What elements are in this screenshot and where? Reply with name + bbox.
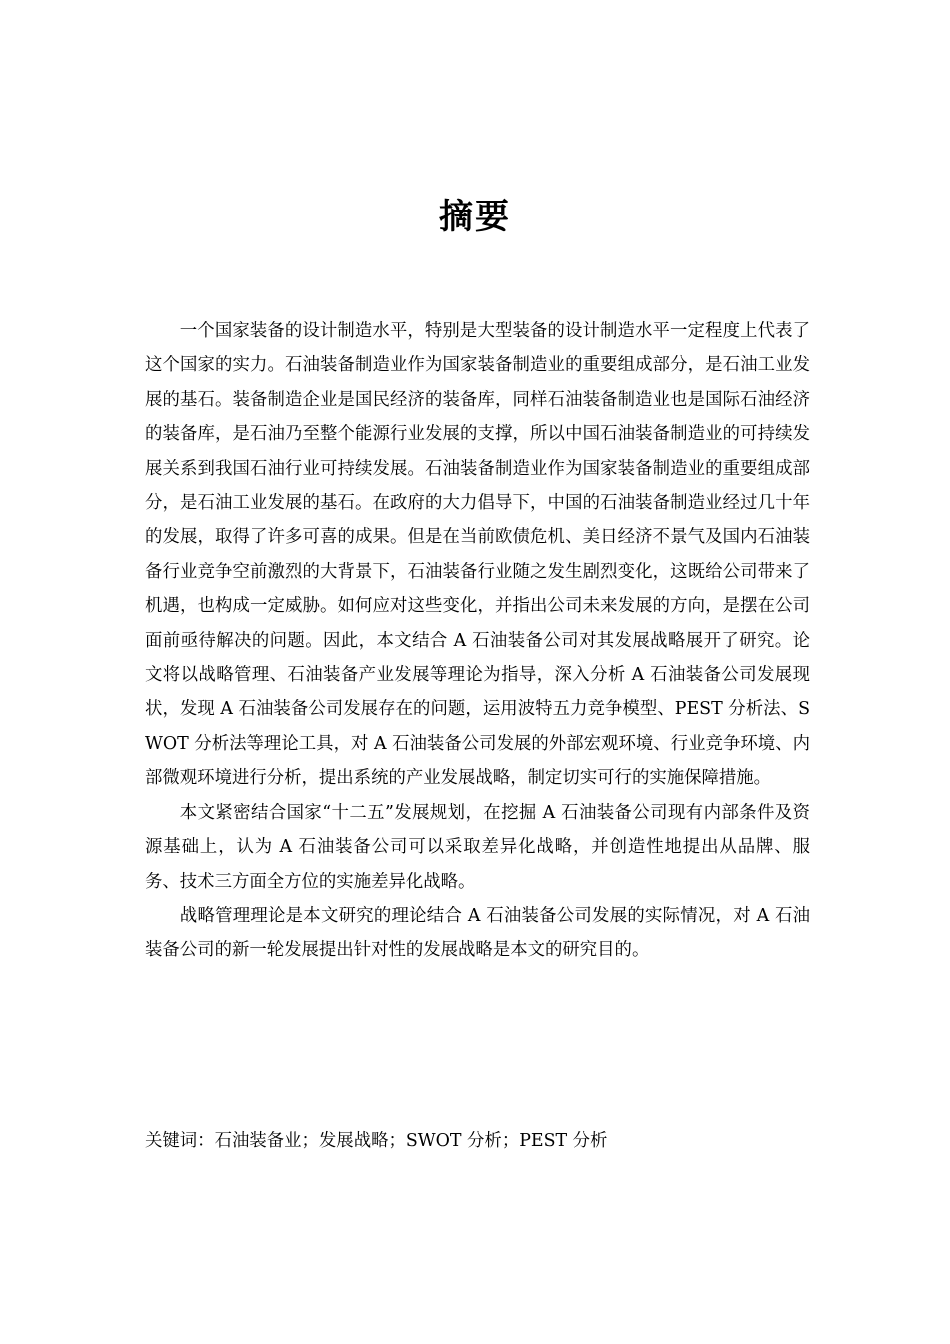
- abstract-paragraph-1: 一个国家装备的设计制造水平，特别是大型装备的设计制造水平一定程度上代表了这个国家的实力。石油装备制造业作为国家装备制造业的重要组成部分，是石油工业发展的基石。装备制造企业是国民经济的装备库，同样石油装备制造业也是国际石油经济的装备库，是石油乃至整个能源行业发展的支撑，所以中国石油装备制造业的可持续发展关系到我国石油行业可持续发展。石油装备制造业作为国家装备制造业的重要组成部分，是石油工业发展的基石。在政府的大力倡导下，中国的石油装备制造业经过几十年的发展，取得了许多可喜的成果。但是在当前欧债危机、美日经济不景气及国内石油装备行业竞争空前激烈的大背景下，石油装备行业随之发生剧烈变化，这既给公司带来了机遇，也构成一定威胁。如何应对这些变化，并指出公司未来发展的方向，是摆在公司面前亟待解决的问题。因此，本文结合 A 石油装备公司对其发展战略展开了研究。论文将以战略管理、石油装备产业发展等理论为指导，深入分析 A 石油装备公司发展现状，发现 A 石油装备公司发展存在的问题，运用波特五力竞争模型、PEST 分析法、SWOT 分析法等理论工具，对 A 石油装备公司发展的外部宏观环境、行业竞争环境、内部微观环境进行分析，提出系统的产业发展战略，制定切实可行的实施保障措施。: [145, 321, 810, 789]
- abstract-paragraph-2: 本文紧密结合国家“十二五”发展规划，在挖掘 A 石油装备公司现有内部条件及资源基础上，认为 A 石油装备公司可以采取差异化战略，并创造性地提出从品牌、服务、技术三方面全方位的实施差异化战略。: [145, 802, 810, 892]
- page-title: 摘要: [439, 197, 511, 237]
- keywords-line: 关键词：石油装备业；发展战略；SWOT 分析；PEST 分析: [145, 1131, 608, 1151]
- abstract-body: [145, 314, 810, 968]
- abstract-paragraph-3: 战略管理理论是本文研究的理论结合 A 石油装备公司发展的实际情况，对 A 石油装备公司的新一轮发展提出针对性的发展战略是本文的研究目的。: [145, 905, 810, 961]
